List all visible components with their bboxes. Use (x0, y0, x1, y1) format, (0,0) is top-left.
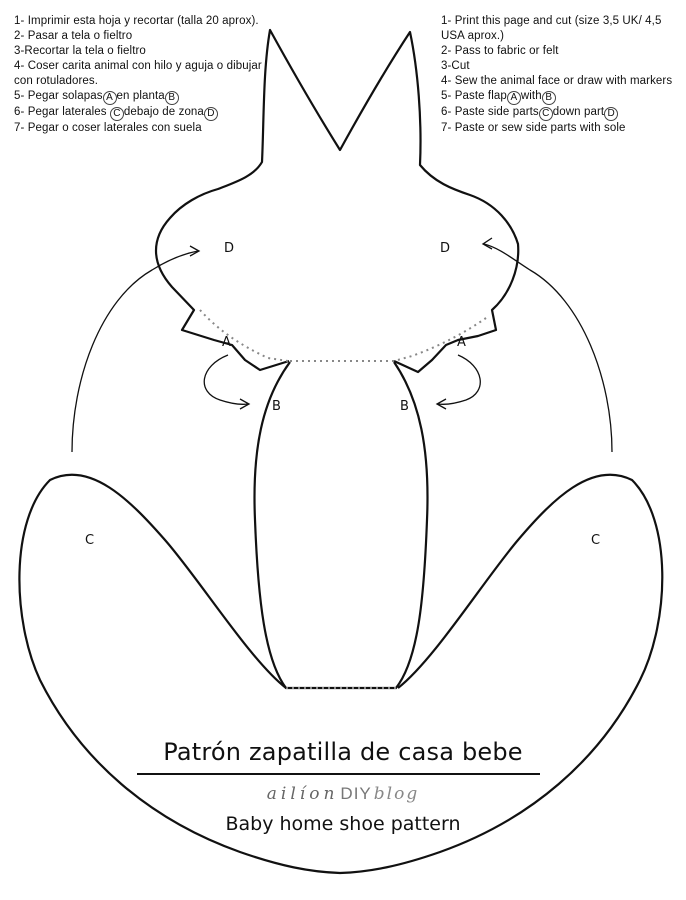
instruction-step: 2- Pass to fabric or felt (441, 45, 559, 57)
circled-letter: A (103, 91, 117, 105)
circled-letter: B (542, 91, 556, 105)
title-underline (137, 773, 540, 775)
brand-part-diy: DIY (340, 784, 372, 803)
circled-letter: C (110, 107, 124, 121)
instruction-text: down part (552, 106, 605, 118)
brand-logo (0, 784, 686, 804)
brand-part-blog: blog (373, 784, 420, 804)
instruction-step: 7- Paste or sew side parts with sole (441, 122, 626, 134)
pattern-title-spanish: Patrón zapatilla de casa bebe (163, 738, 523, 766)
instruction-step: 1- Imprimir esta hoja y recortar (talla 20 aprox). (14, 15, 259, 27)
circled-letter: A (507, 91, 521, 105)
circled-letter: D (204, 107, 218, 121)
label-d-left: D (224, 241, 235, 256)
label-b-left: B (272, 399, 281, 414)
arrow-c-to-d-left (72, 251, 198, 452)
label-a-right: A (457, 335, 466, 350)
instruction-step: 1- Print this page and cut (size 3,5 UK/ 4,5 USA aprox.) (441, 15, 662, 42)
circled-letter: C (539, 107, 553, 121)
pattern-title-english: Baby home shoe pattern (225, 813, 461, 835)
arrowhead-right (483, 238, 492, 249)
arrow-c-to-d-right (484, 244, 612, 452)
label-d-right: D (440, 241, 451, 256)
instruction-step: 2- Pasar a tela o fieltro (14, 30, 133, 42)
arrow-a-to-b-right (438, 355, 480, 404)
instruction-step: 7- Pegar o coser laterales con suela (14, 122, 202, 134)
label-c-left: C (85, 533, 95, 548)
label-b-right: B (400, 399, 409, 414)
instruction-text: with (520, 90, 542, 102)
arrow-a-to-b-left (204, 355, 248, 404)
instruction-text: 5- Pegar solapas (14, 90, 103, 102)
instruction-step: 3-Recortar la tela o fieltro (14, 45, 146, 57)
upper-fold-line (200, 310, 288, 361)
label-a-left: A (222, 335, 231, 350)
instruction-text: en planta (116, 90, 165, 102)
instruction-text: 6- Paste side parts (441, 106, 539, 118)
upper-piece-outline (156, 30, 518, 372)
instruction-text: debajo de zona (123, 106, 204, 118)
instruction-text: 5- Paste flap (441, 90, 507, 102)
brand-part-name: ailíon (266, 784, 339, 804)
circled-letter: B (165, 91, 179, 105)
instruction-text: 6- Pegar laterales (14, 106, 110, 118)
upper-fold-line (394, 318, 486, 361)
instruction-step: 4- Sew the animal face or draw with markers (441, 75, 673, 87)
label-c-right: C (591, 533, 601, 548)
instruction-step: 4- Coser carita animal con hilo y aguja o dibujar con rotuladores. (14, 60, 262, 87)
circled-letter: D (604, 107, 618, 121)
instruction-step: 3-Cut (441, 60, 470, 72)
